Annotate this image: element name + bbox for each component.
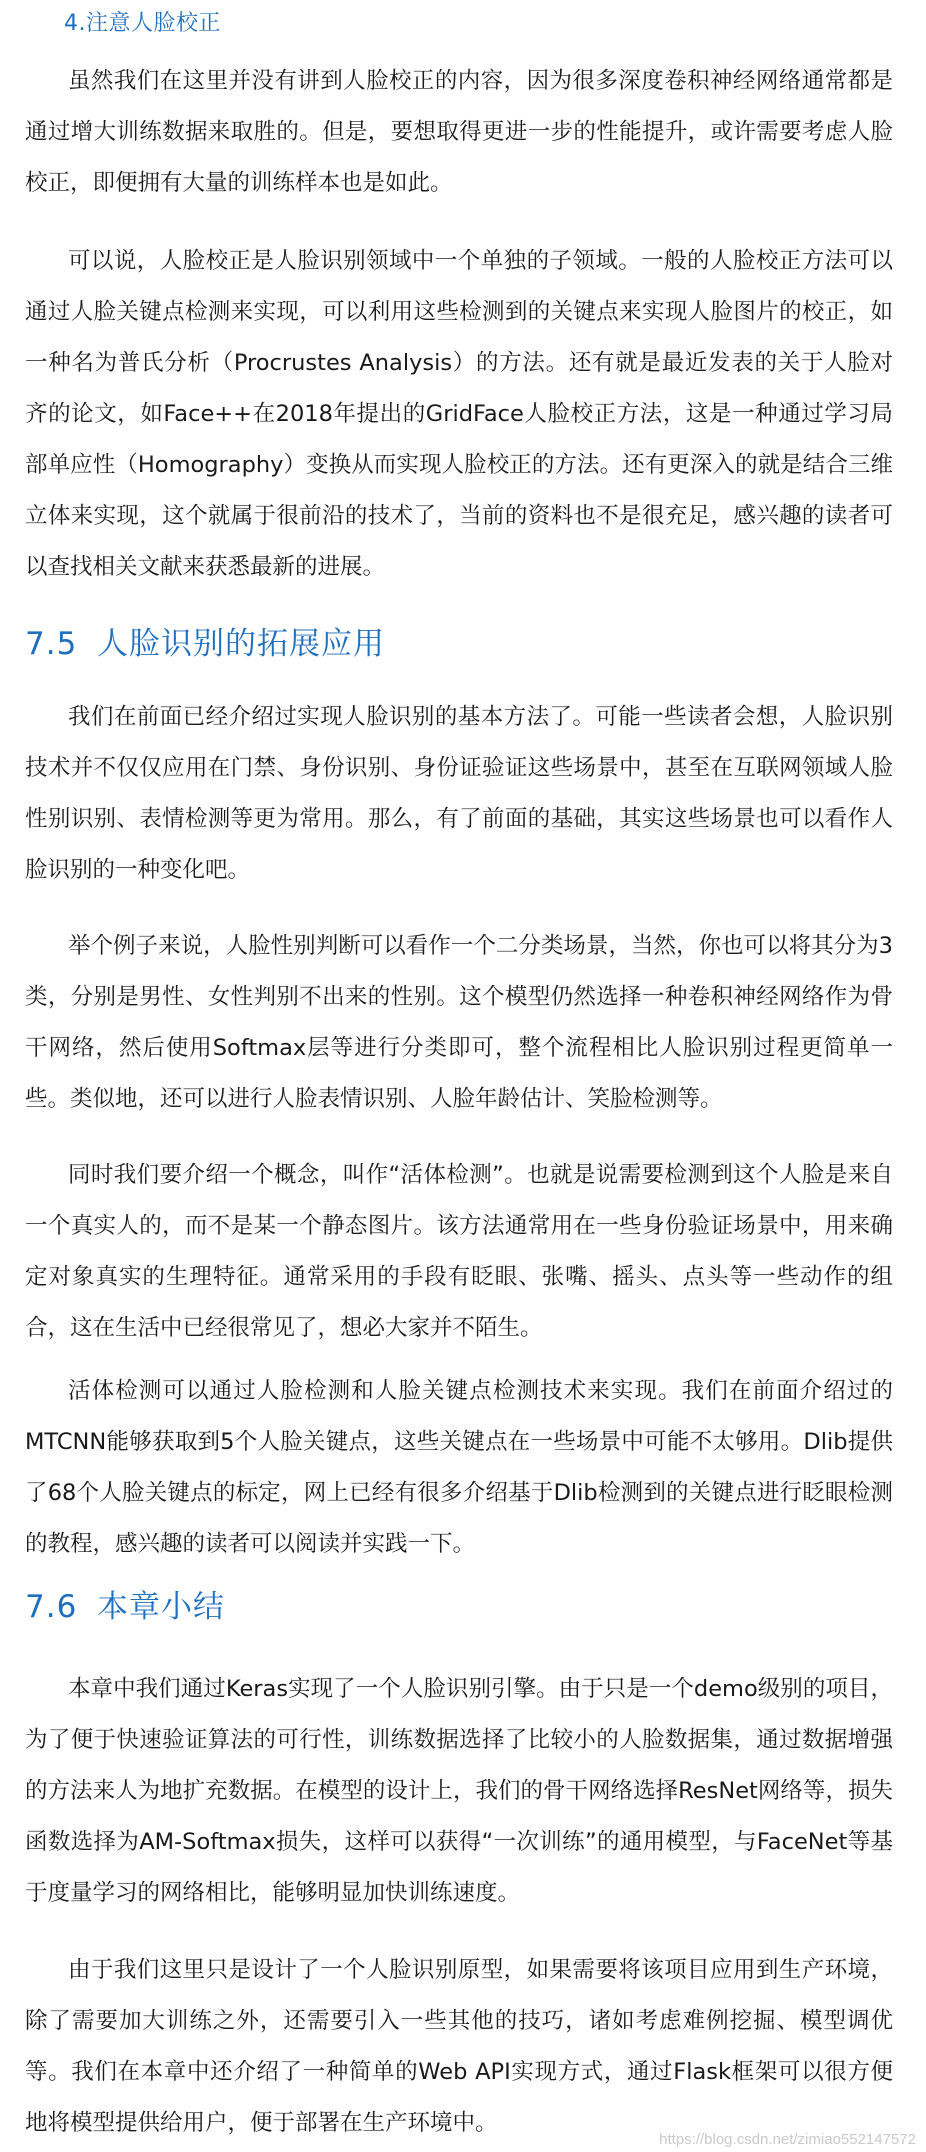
paragraph: 活体检测可以通过人脸检测和人脸关键点检测技术来实现。我们在前面介绍过的MTCNN能够获取到5个人脸关键点，这些关键点在一些场景中可能不太够用。Dlib提供了68个人脸关键点的标定，网上已经有很多介绍基于Dlib检测到的关键点进行眨眼检测的教程，感兴趣的读者可以阅读并实践一下。 xyxy=(25,1378,893,1557)
paragraph: 虽然我们在这里并没有讲到人脸校正的内容，因为很多深度卷积神经网络通常都是通过增大训练数据来取胜的。但是，要想取得更进一步的性能提升，或许需要考虑人脸校正，即便拥有大量的训练样本也是如此。 xyxy=(25,68,893,196)
section-number: 7.6 xyxy=(25,1589,78,1625)
paragraph: 由于我们这里只是设计了一个人脸识别原型，如果需要将该项目应用到生产环境，除了需要加大训练之外，还需要引入一些其他的技巧，诸如考虑难例挖掘、模型调优等。我们在本章中还介绍了一种简单的Web API实现方式，通过Flask框架可以很方便地将模型提供给用户，便于部署在生产环境中。 xyxy=(25,1957,893,2136)
section-heading-7-6 xyxy=(25,1581,225,1626)
section-heading-7-5 xyxy=(25,618,385,663)
paragraph: 可以说，人脸校正是人脸识别领域中一个单独的子领域。一般的人脸校正方法可以通过人脸关键点检测来实现，可以利用这些检测到的关键点来实现人脸图片的校正，如一种名为普氏分析（Procrustes Analysis）的方法。还有就是最近发表的关于人脸对齐的论文，如Face++在2018年提出的GridFace人脸校正方法，这是一种通过学习局部单应性（Homography）变换从而实现人脸校正的方法。还有更深入的就是结合三维立体来实现，这个就属于很前沿的技术了，当前的资料也不是很充足，感兴趣的读者可以查找相关文献来获悉最新的进展。 xyxy=(25,248,893,580)
paragraph: 举个例子来说，人脸性别判断可以看作一个二分类场景，当然，你也可以将其分为3类，分别是男性、女性判别不出来的性别。这个模型仍然选择一种卷积神经网络作为骨干网络，然后使用Softmax层等进行分类即可，整个流程相比人脸识别过程更简单一些。类似地，还可以进行人脸表情识别、人脸年龄估计、笑脸检测等。 xyxy=(25,933,893,1112)
section-title: 本章小结 xyxy=(97,1589,225,1625)
paragraph: 本章中我们通过Keras实现了一个人脸识别引擎。由于只是一个demo级别的项目，为了便于快速验证算法的可行性，训练数据选择了比较小的人脸数据集，通过数据增强的方法来人为地扩充数据。在模型的设计上，我们的骨干网络选择ResNet网络等，损失函数选择为AM-Softmax损失，这样可以获得“一次训练”的通用模型，与FaceNet等基于度量学习的网络相比，能够明显加快训练速度。 xyxy=(25,1676,893,1906)
section-title: 人脸识别的拓展应用 xyxy=(97,626,385,662)
paragraph: 我们在前面已经介绍过实现人脸识别的基本方法了。可能一些读者会想，人脸识别技术并不仅仅应用在门禁、身份识别、身份证验证这些场景中，甚至在互联网领域人脸性别识别、表情检测等更为常用。那么，有了前面的基础，其实这些场景也可以看作人脸识别的一种变化吧。 xyxy=(25,704,893,883)
subheading-face-alignment: 4.注意人脸校正 xyxy=(64,11,221,36)
paragraph: 同时我们要介绍一个概念，叫作“活体检测”。也就是说需要检测到这个人脸是来自一个真实人的，而不是某一个静态图片。该方法通常用在一些身份验证场景中，用来确定对象真实的生理特征。通常采用的手段有眨眼、张嘴、摇头、点头等一些动作的组合，这在生活中已经很常见了，想必大家并不陌生。 xyxy=(25,1162,893,1341)
source-watermark: https://blog.csdn.net/zimiao552147572 xyxy=(659,2131,916,2148)
section-number: 7.5 xyxy=(25,626,78,662)
